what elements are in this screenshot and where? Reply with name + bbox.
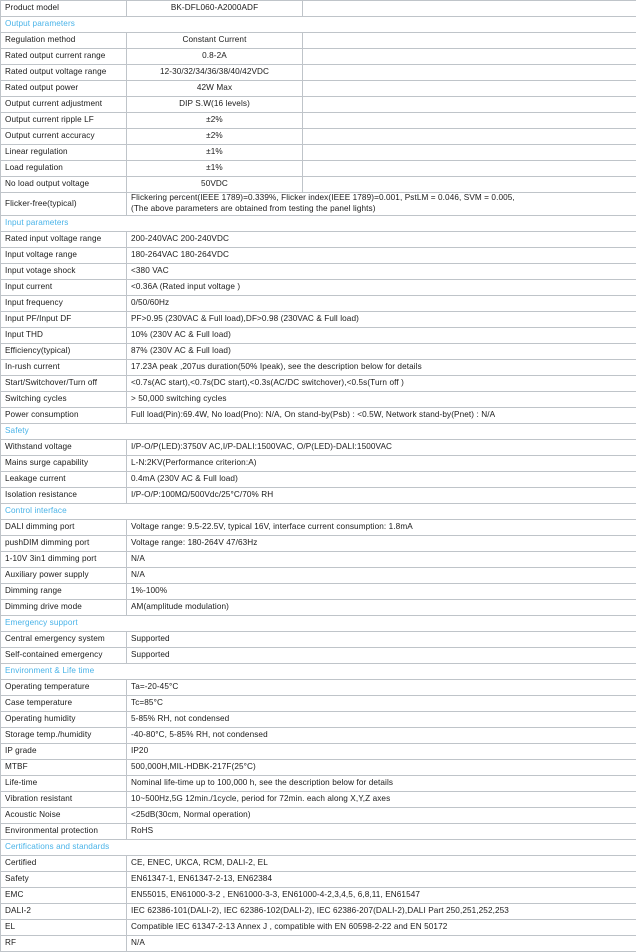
table-row xyxy=(1,391,636,407)
row-value: N/A xyxy=(127,567,636,583)
table-row xyxy=(1,551,636,567)
row-value: 50VDC xyxy=(127,177,303,193)
row-value: Voltage range: 9.5-22.5V, typical 16V, interface current consumption: 1.8mA xyxy=(127,519,636,535)
row-value: > 50,000 switching cycles xyxy=(127,391,636,407)
row-label: Case temperature xyxy=(1,695,127,711)
section-header-input-parameters xyxy=(1,215,636,231)
table-row xyxy=(1,145,636,161)
row-value: <25dB(30cm, Normal operation) xyxy=(127,807,636,823)
section-header-certifications xyxy=(1,839,636,855)
row-value: 180-264VAC 180-264VDC xyxy=(127,247,636,263)
row-label: Input current xyxy=(1,279,127,295)
row-value: Nominal life-time up to 100,000 h, see the description below for details xyxy=(127,775,636,791)
row-spare-cell xyxy=(303,1,636,17)
table-row xyxy=(1,855,636,871)
row-value: PF>0.95 (230VAC & Full load),DF>0.98 (230VAC & Full load) xyxy=(127,311,636,327)
table-row xyxy=(1,231,636,247)
row-spare-cell xyxy=(303,177,636,193)
row-spare-cell xyxy=(303,113,636,129)
row-value: ±1% xyxy=(127,161,303,177)
row-label: Input PF/Input DF xyxy=(1,311,127,327)
row-value: ±2% xyxy=(127,129,303,145)
section-title: Safety xyxy=(1,423,636,439)
row-value: BK-DFL060-A2000ADF xyxy=(127,1,303,17)
table-row xyxy=(1,567,636,583)
table-row xyxy=(1,887,636,903)
row-label: 1-10V 3in1 dimming port xyxy=(1,551,127,567)
row-label: Withstand voltage xyxy=(1,439,127,455)
table-row xyxy=(1,311,636,327)
table-row xyxy=(1,823,636,839)
row-label: Mains surge capability xyxy=(1,455,127,471)
row-label: RF xyxy=(1,935,127,951)
row-label: Leakage current xyxy=(1,471,127,487)
section-title: Input parameters xyxy=(1,215,636,231)
table-row xyxy=(1,295,636,311)
row-value: CE, ENEC, UKCA, RCM, DALI-2, EL xyxy=(127,855,636,871)
row-label: Input frequency xyxy=(1,295,127,311)
row-label: Self-contained emergency xyxy=(1,647,127,663)
row-label: Linear regulation xyxy=(1,145,127,161)
table-row xyxy=(1,1,636,17)
table-row xyxy=(1,679,636,695)
flicker-note-line: (The above parameters are obtained from testing the panel lights) xyxy=(131,204,632,215)
row-value: 0/50/60Hz xyxy=(127,295,636,311)
row-label: MTBF xyxy=(1,759,127,775)
table-row xyxy=(1,97,636,113)
row-value: Voltage range: 180-264V 47/63Hz xyxy=(127,535,636,551)
row-value: L-N:2KV(Performance criterion:A) xyxy=(127,455,636,471)
section-header-safety xyxy=(1,423,636,439)
row-label: EL xyxy=(1,919,127,935)
row-value: DIP S.W(16 levels) xyxy=(127,97,303,113)
row-spare-cell xyxy=(303,33,636,49)
table-row xyxy=(1,903,636,919)
table-row xyxy=(1,65,636,81)
section-title: Environment & Life time xyxy=(1,663,636,679)
row-label: In-rush current xyxy=(1,359,127,375)
row-label: Rated output power xyxy=(1,81,127,97)
row-label: No load output voltage xyxy=(1,177,127,193)
section-title: Control interface xyxy=(1,503,636,519)
table-row xyxy=(1,359,636,375)
row-value: 0.8-2A xyxy=(127,49,303,65)
row-label: Output current adjustment xyxy=(1,97,127,113)
table-row xyxy=(1,279,636,295)
row-value: 42W Max xyxy=(127,81,303,97)
row-label: Rated input voltage range xyxy=(1,231,127,247)
row-spare-cell xyxy=(303,145,636,161)
flicker-metrics-line: Flickering percent(IEEE 1789)=0.339%, Flicker index(IEEE 1789)=0.001, PstLM = 0.046, SVM = 0.005, xyxy=(131,193,632,204)
section-header-emergency-support xyxy=(1,615,636,631)
table-row xyxy=(1,727,636,743)
row-spare-cell xyxy=(303,81,636,97)
row-value: IEC 62386-101(DALI-2), IEC 62386-102(DALI-2), IEC 62386-207(DALI-2),DALI Part 250,251,252,253 xyxy=(127,903,636,919)
table-row xyxy=(1,535,636,551)
table-row xyxy=(1,807,636,823)
row-label: DALI-2 xyxy=(1,903,127,919)
row-value: Supported xyxy=(127,647,636,663)
row-value: -40-80°C, 5-85% RH, not condensed xyxy=(127,727,636,743)
table-row xyxy=(1,935,636,951)
row-value: Full load(Pin):69.4W, No load(Pno): N/A, On stand-by(Psb) : <0.5W, Network stand-by(Pnet) : N/A xyxy=(127,407,636,423)
table-row xyxy=(1,711,636,727)
row-label: pushDIM dimming port xyxy=(1,535,127,551)
row-value: N/A xyxy=(127,935,636,951)
row-value: 200-240VAC 200-240VDC xyxy=(127,231,636,247)
row-value: 17.23A peak ,207us duration(50% Ipeak), see the description below for details xyxy=(127,359,636,375)
row-label: Rated output voltage range xyxy=(1,65,127,81)
row-value xyxy=(127,193,636,216)
row-label: Regulation method xyxy=(1,33,127,49)
table-row xyxy=(1,487,636,503)
table-row xyxy=(1,919,636,935)
table-row xyxy=(1,759,636,775)
section-header-output-parameters xyxy=(1,17,636,33)
row-label: DALI dimming port xyxy=(1,519,127,535)
table-row xyxy=(1,375,636,391)
row-value: <380 VAC xyxy=(127,263,636,279)
row-label: Output current ripple LF xyxy=(1,113,127,129)
row-spare-cell xyxy=(303,129,636,145)
row-label: EMC xyxy=(1,887,127,903)
row-label: Environmental protection xyxy=(1,823,127,839)
table-row xyxy=(1,129,636,145)
row-value: 10% (230V AC & Full load) xyxy=(127,327,636,343)
row-label: Operating temperature xyxy=(1,679,127,695)
table-row xyxy=(1,327,636,343)
row-value: IP20 xyxy=(127,743,636,759)
table-row xyxy=(1,113,636,129)
row-value: ±2% xyxy=(127,113,303,129)
table-row xyxy=(1,871,636,887)
row-value: N/A xyxy=(127,551,636,567)
row-spare-cell xyxy=(303,161,636,177)
row-label: Rated output current range xyxy=(1,49,127,65)
row-value: I/P-O/P(LED):3750V AC,I/P-DALI:1500VAC, O/P(LED)-DALI:1500VAC xyxy=(127,439,636,455)
row-label: Efficiency(typical) xyxy=(1,343,127,359)
table-row xyxy=(1,455,636,471)
row-value: EN55015, EN61000-3-2 , EN61000-3-3, EN61000-4-2,3,4,5, 6,8,11, EN61547 xyxy=(127,887,636,903)
row-value: Ta=-20-45°C xyxy=(127,679,636,695)
table-row xyxy=(1,407,636,423)
row-value: ±1% xyxy=(127,145,303,161)
row-value: 5-85% RH, not condensed xyxy=(127,711,636,727)
table-row xyxy=(1,177,636,193)
row-label: Operating humidity xyxy=(1,711,127,727)
row-value: <0.7s(AC start),<0.7s(DC start),<0.3s(AC/DC switchover),<0.5s(Turn off ) xyxy=(127,375,636,391)
section-header-control-interface xyxy=(1,503,636,519)
table-row xyxy=(1,583,636,599)
table-row xyxy=(1,439,636,455)
row-value: Tc=85°C xyxy=(127,695,636,711)
row-label: Dimming range xyxy=(1,583,127,599)
table-row xyxy=(1,743,636,759)
table-row xyxy=(1,791,636,807)
row-label: Dimming drive mode xyxy=(1,599,127,615)
section-header-environment-life-time xyxy=(1,663,636,679)
row-label: Safety xyxy=(1,871,127,887)
row-label: Acoustic Noise xyxy=(1,807,127,823)
row-value: Supported xyxy=(127,631,636,647)
table-row xyxy=(1,775,636,791)
section-title: Certifications and standards xyxy=(1,839,636,855)
row-label: Isolation resistance xyxy=(1,487,127,503)
table-row xyxy=(1,263,636,279)
row-spare-cell xyxy=(303,65,636,81)
table-row xyxy=(1,161,636,177)
section-title: Emergency support xyxy=(1,615,636,631)
row-spare-cell xyxy=(303,49,636,65)
row-value: 500,000H,MIL-HDBK-217F(25°C) xyxy=(127,759,636,775)
table-row xyxy=(1,695,636,711)
row-label: Start/Switchover/Turn off xyxy=(1,375,127,391)
row-label: Product model xyxy=(1,1,127,17)
row-value: I/P-O/P:100MΩ/500Vdc/25°C/70% RH xyxy=(127,487,636,503)
table-row xyxy=(1,49,636,65)
table-row xyxy=(1,343,636,359)
table-row xyxy=(1,81,636,97)
row-label: Input voltage range xyxy=(1,247,127,263)
row-value: 10~500Hz,5G 12min./1cycle, period for 72min. each along X,Y,Z axes xyxy=(127,791,636,807)
row-label: Input votage shock xyxy=(1,263,127,279)
row-value: <0.36A (Rated input voltage ) xyxy=(127,279,636,295)
row-label: Flicker-free(typical) xyxy=(1,193,127,216)
table-row-flicker-free xyxy=(1,193,636,216)
table-row xyxy=(1,519,636,535)
row-value: RoHS xyxy=(127,823,636,839)
table-row xyxy=(1,647,636,663)
row-spare-cell xyxy=(303,97,636,113)
row-label: Certified xyxy=(1,855,127,871)
row-value: 1%-100% xyxy=(127,583,636,599)
table-row xyxy=(1,33,636,49)
row-label: Output current accuracy xyxy=(1,129,127,145)
row-label: Switching cycles xyxy=(1,391,127,407)
row-label: Auxiliary power supply xyxy=(1,567,127,583)
row-value: Constant Current xyxy=(127,33,303,49)
row-label: Input THD xyxy=(1,327,127,343)
row-value: Compatible IEC 61347-2-13 Annex J , compatible with EN 60598-2-22 and EN 50172 xyxy=(127,919,636,935)
row-label: Life-time xyxy=(1,775,127,791)
table-row xyxy=(1,599,636,615)
row-label: Load regulation xyxy=(1,161,127,177)
row-label: Central emergency system xyxy=(1,631,127,647)
row-label: Vibration resistant xyxy=(1,791,127,807)
row-value: EN61347-1, EN61347-2-13, EN62384 xyxy=(127,871,636,887)
table-row xyxy=(1,247,636,263)
row-label: IP grade xyxy=(1,743,127,759)
row-label: Storage temp./humidity xyxy=(1,727,127,743)
section-title: Output parameters xyxy=(1,17,636,33)
row-label: Power consumption xyxy=(1,407,127,423)
row-value: AM(amplitude modulation) xyxy=(127,599,636,615)
row-value: 0.4mA (230V AC & Full load) xyxy=(127,471,636,487)
table-row xyxy=(1,471,636,487)
row-value: 87% (230V AC & Full load) xyxy=(127,343,636,359)
table-row xyxy=(1,631,636,647)
row-value: 12-30/32/34/36/38/40/42VDC xyxy=(127,65,303,81)
